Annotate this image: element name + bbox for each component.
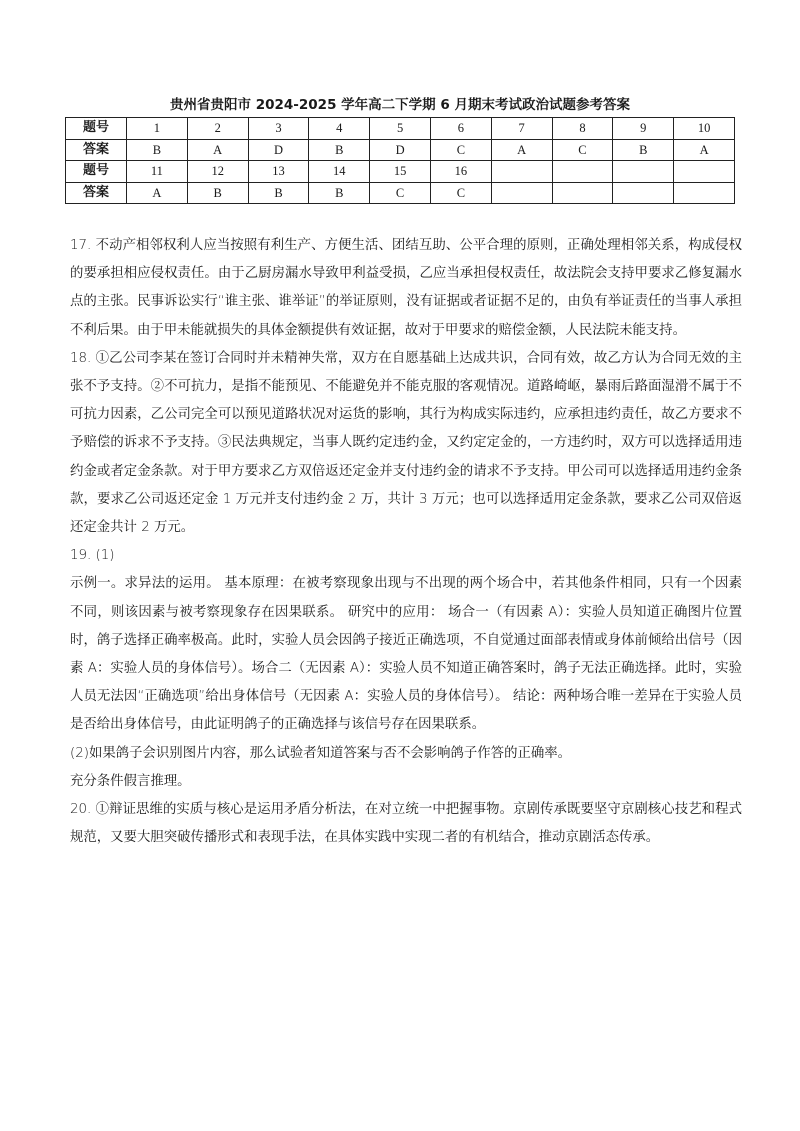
table-cell: 15	[370, 161, 431, 183]
table-cell: 9	[613, 118, 674, 140]
table-cell: D	[370, 139, 431, 161]
table-cell: 7	[491, 118, 552, 140]
table-cell: 4	[309, 118, 370, 140]
table-cell: 8	[552, 118, 613, 140]
row-label: 题号	[66, 118, 127, 140]
table-cell	[613, 161, 674, 183]
table-cell: B	[127, 139, 188, 161]
table-cell	[674, 182, 735, 204]
table-cell: 1	[127, 118, 188, 140]
table-cell: A	[127, 182, 188, 204]
table-row	[66, 139, 735, 161]
table-cell: B	[248, 182, 309, 204]
table-cell: 5	[370, 118, 431, 140]
answer-19-heading: 19. (1)	[70, 548, 115, 564]
answer-19-part2: (2)如果鸽子会识别图片内容，那么试验者知道答案与否不会影响鸽子作答的正确率。	[70, 745, 572, 761]
table-cell: 11	[127, 161, 188, 183]
table-cell: B	[309, 182, 370, 204]
table-cell: 3	[248, 118, 309, 140]
table-cell: B	[613, 139, 674, 161]
table-cell: A	[674, 139, 735, 161]
answer-19-reasoning: 充分条件假言推理。	[70, 773, 191, 789]
table-cell	[552, 182, 613, 204]
row-label: 答案	[66, 139, 127, 161]
answer-table	[65, 117, 735, 204]
table-cell: C	[370, 182, 431, 204]
document-title: 贵州省贵阳市 2024-2025 学年高二下学期 6 月期末考试政治试题参考答案	[170, 97, 630, 113]
answer-20: 20. ①辩证思维的实质与核心是运用矛盾分析法，在对立统一中把握事物。京剧传承既要坚守京剧核心技艺和程式规范，又要大胆突破传播形式和表现手法，在具体实践中实现二者的有机结合，推动京剧活态传承。	[70, 802, 742, 846]
answer-17: 17. 不动产相邻权利人应当按照有利生产、方便生活、团结互助、公平合理的原则，正确处理相邻关系，构成侵权的要承担相应侵权责任。由于乙厨房漏水导致甲利益受损，乙应当承担侵权责任，故法院会支持甲要求乙修复漏水点的主张。民事诉讼实行“谁主张、谁举证”的举证原则，没有证据或者证据不足的，由负有举证责任的当事人承担不利后果。由于甲未能就损失的具体金额提供有效证据，故对于甲要求的赔偿金额，人民法院未能支持。	[70, 238, 742, 338]
table-cell: D	[248, 139, 309, 161]
table-row	[66, 182, 735, 204]
table-row	[66, 161, 735, 183]
table-cell: 16	[430, 161, 491, 183]
table-cell: 6	[430, 118, 491, 140]
row-label: 题号	[66, 161, 127, 183]
table-cell: 13	[248, 161, 309, 183]
table-cell: B	[187, 182, 248, 204]
answer-body	[70, 232, 742, 852]
answer-18: 18. ①乙公司李某在签订合同时并未精神失常，双方在自愿基础上达成共识，合同有效，故乙方认为合同无效的主张不予支持。②不可抗力，是指不能预见、不能避免并不能克服的客观情况。道路崎岖，暴雨后路面湿滑不属于不可抗力因素，乙公司完全可以预见道路状况对运货的影响，其行为构成实际违约，应承担违约责任，故乙方要求不予赔偿的诉求不予支持。③民法典规定，当事人既约定违约金，又约定定金的，一方违约时，双方可以选择适用违约金或者定金条款。对于甲方要求乙方双倍返还定金并支付违约金的请求不予支持。甲公司可以选择适用违约金条款，要求乙公司返还定金 1 万元并支付违约金 2 万，共计 3 万元；也可以选择适用定金条款，要求乙公司双倍返还定金共计 2 万元。	[70, 350, 742, 536]
table-cell: B	[309, 139, 370, 161]
table-cell: 12	[187, 161, 248, 183]
answer-19-part1: 示例一。求异法的运用。 基本原理：在被考察现象出现与不出现的两个场合中，若其他条件相同，只有一个因素不同，则该因素与被考察现象存在因果联系。 研究中的应用： 场合一（有因素 A）：实验人员知道正确图片位置时，鸽子选择正确率极高。此时，实验人员会因鸽子接近正确选项，不自觉通过面部表情或身体前倾给出信号（因素 A：实验人员的身体信号）。场合二（无因素 A）：实验人员不知道正确答案时，鸽子无法正确选择。此时，实验人员无法因“正确选项”给出身体信号（无因素 A：实验人员的身体信号）。 结论：两种场合唯一差异在于实验人员是否给出身体信号，由此证明鸽子的正确选择与该信号存在因果联系。	[70, 576, 742, 733]
row-label: 答案	[66, 182, 127, 204]
table-cell	[491, 182, 552, 204]
table-cell: 2	[187, 118, 248, 140]
table-cell: C	[430, 182, 491, 204]
table-cell: A	[187, 139, 248, 161]
table-cell: 10	[674, 118, 735, 140]
table-cell	[674, 161, 735, 183]
table-cell	[613, 182, 674, 204]
table-cell: C	[552, 139, 613, 161]
table-cell	[491, 161, 552, 183]
table-row	[66, 118, 735, 140]
table-cell	[552, 161, 613, 183]
table-cell: A	[491, 139, 552, 161]
table-cell: 14	[309, 161, 370, 183]
table-cell: C	[430, 139, 491, 161]
